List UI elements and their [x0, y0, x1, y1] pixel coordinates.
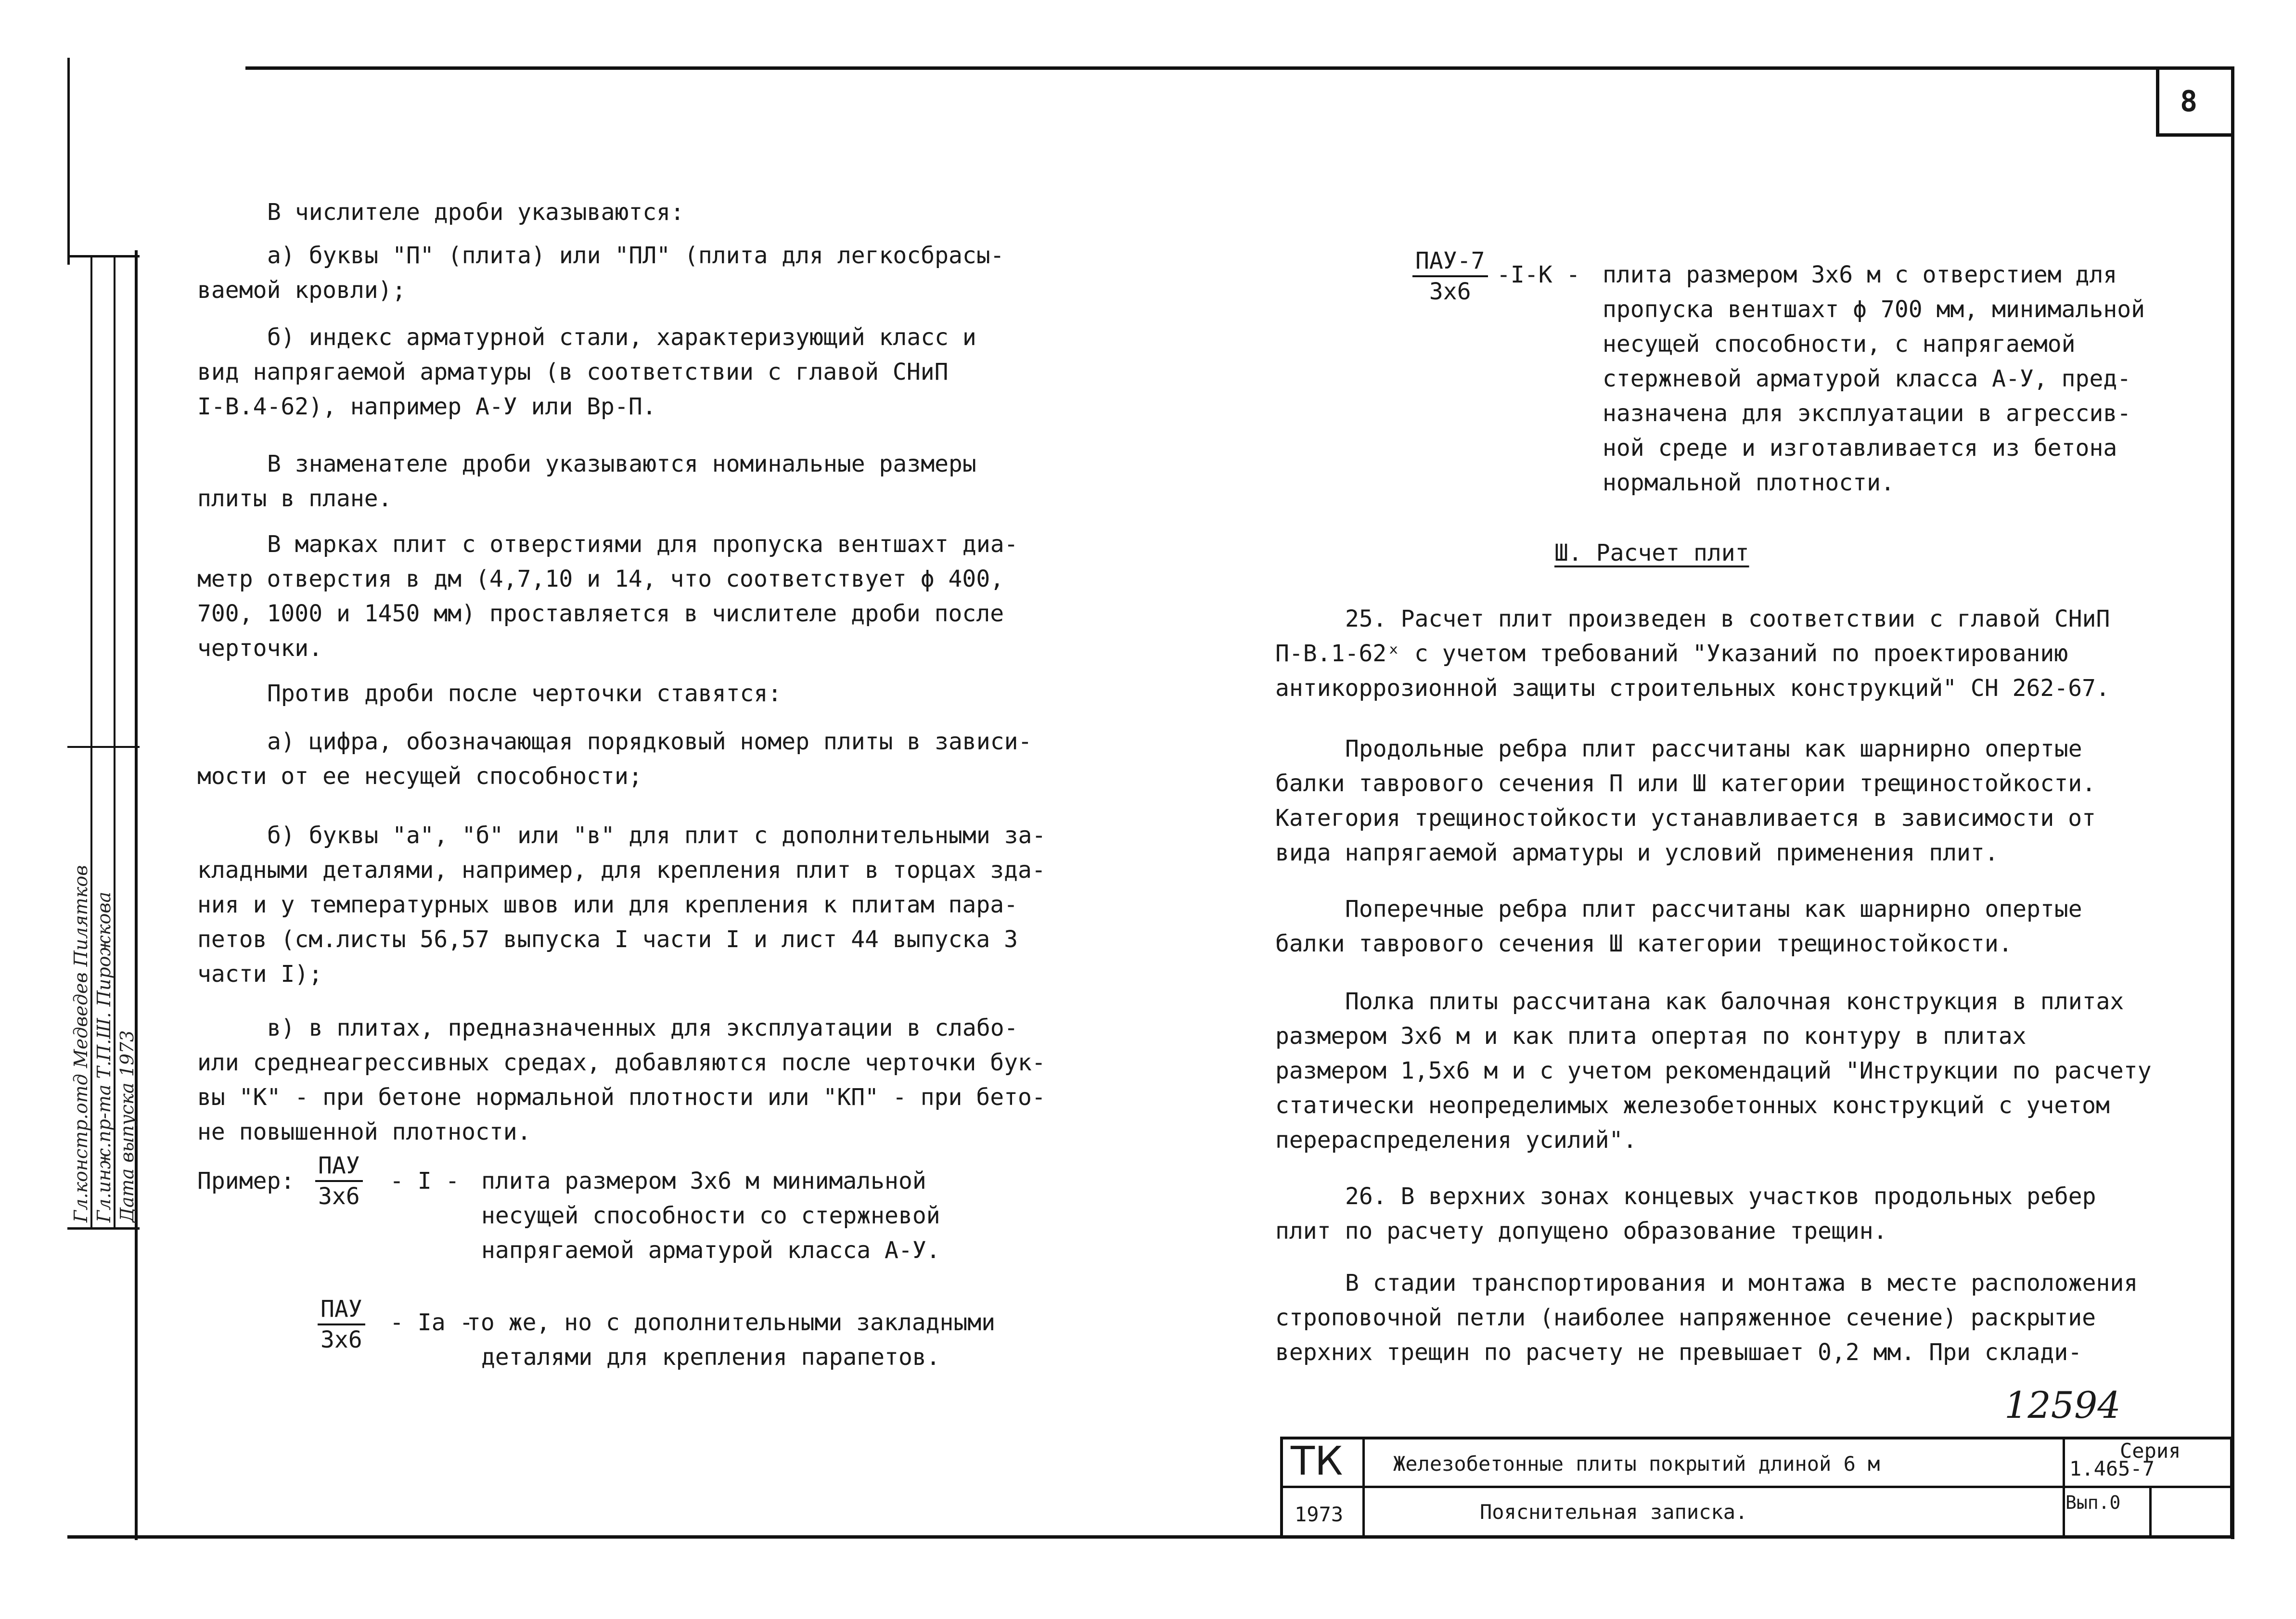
- frame-right-line: [2231, 66, 2234, 1539]
- example-2-suffix: - Iа -: [390, 1309, 474, 1336]
- left-paragraph-1: В числителе дроби указываются:: [267, 199, 684, 226]
- title-block-divider: [1283, 1486, 2230, 1488]
- paragraph-25: 25. Расчет плит произведен в соответствии с главой СНиП П-В.1-62ˣ с учетом требований "Указаний по проектированию антикоррозионной защиты строительных конструкций" СН 262-67.: [1275, 605, 2110, 702]
- fraction-denominator: 3х6: [1429, 278, 1471, 305]
- left-paragraph-5: В марках плит с отверстиями для пропуска вентшахт диа- метр отверстия в дм (4,7,10 и 14, что соответствует ϕ 400, 700, 1000 и 1450 мм) проставляется в числителе дроби после черточки.: [197, 531, 1018, 662]
- example-3-text: плита размером 3х6 м с отверстием для пропуска вентшахт ϕ 700 мм, минимальной несущей способности, с напрягаемой стержневой арматурой класса А-У, пред- назначена для эксплуатации в агрессив- ной среде и изготавливается из бетона нормальной плотности.: [1603, 261, 2145, 496]
- stamp-subtitle: Пояснительная записка.: [1480, 1500, 1748, 1524]
- example-label: Пример:: [197, 1168, 295, 1195]
- fraction-numerator: ПАУ: [315, 1151, 363, 1182]
- paragraph-longitudinal-ribs: Продольные ребра плит рассчитаны как шарнирно опертые балки таврового сечения П или Ш категории трещиностойкости. Категория трещиностойкости устанавливается в зависимости от вида напрягаемой арматуры и условий применения плит.: [1275, 735, 2096, 866]
- side-stamp: [67, 255, 140, 1232]
- paragraph-transport: В стадии транспортирования и монтажа в месте расположения строповочной петли (наиболее напряженное сечение) раскрытие верхних трещин по расчету не превышает 0,2 мм. При склади-: [1275, 1270, 2138, 1366]
- section-title: Ш. Расчет плит: [1554, 540, 1749, 566]
- side-stamp-chief-engineer: Гл.инж.пр-та Т.П.Ш. Пирожкова: [93, 891, 115, 1222]
- side-stamp-line: [67, 1227, 140, 1230]
- example-2-fraction: [318, 1295, 365, 1354]
- title-block-divider: [2063, 1439, 2065, 1539]
- fraction-denominator: 3х6: [318, 1183, 360, 1210]
- stamp-title: Железобетонные плиты покрытий длиной 6 м: [1393, 1452, 1880, 1476]
- stamp-seria-value: 1.465-7: [2069, 1457, 2155, 1480]
- paragraph-shelf: Полка плиты рассчитана как балочная конструкция в плитах размером 3х6 м и как плита опертая по контуру в плитах размером 1,5х6 м и с учетом рекомендаций "Инструкции по расчету статически неопределимых железобетонных конструкций с учетом перераспределения усилий".: [1275, 988, 2152, 1154]
- paragraph-transverse-ribs: Поперечные ребра плит рассчитаны как шарнирно опертые балки таврового сечения Ш категории трещиностойкости.: [1275, 896, 2082, 957]
- left-paragraph-3: б) индекс арматурной стали, характеризующий класс и вид напрягаемой арматуры (в соответствии с главой СНиП I-В.4-62), например А-У или Вр-П.: [197, 324, 976, 420]
- fraction-denominator: 3х6: [321, 1326, 362, 1353]
- example-1-text: плита размером 3х6 м минимальной несущей способности со стержневой напрягаемой арматурой класса А-У.: [481, 1168, 940, 1264]
- example-1-fraction: [315, 1151, 363, 1211]
- side-stamp-line: [67, 255, 140, 257]
- left-paragraph-8: б) буквы "а", "б" или "в" для плит с дополнительными за- кладными деталями, например, для крепления плит в торцах зда- ния и у температурных швов или для крепления к плитам пара- петов (см.листы 56,57 выпуска I части I и лист 44 выпуска 3 части I);: [197, 822, 1046, 988]
- frame-top-line: [245, 66, 2233, 70]
- left-paragraph-7: а) цифра, обозначающая порядковый номер плиты в зависи- мости от ее несущей способности;: [197, 728, 1032, 790]
- side-stamp-chief-designer: Гл.констр.отд Медведев Пилятков: [70, 865, 91, 1222]
- stamp-year: 1973: [1295, 1503, 1344, 1526]
- title-block-divider: [1362, 1439, 1365, 1539]
- title-block-divider: [2149, 1486, 2152, 1539]
- page-number: 8: [2180, 85, 2198, 118]
- stamp-seria-label: Серия: [2120, 1439, 2181, 1463]
- example-1-suffix: - I -: [390, 1168, 460, 1195]
- fraction-numerator: ПАУ-7: [1412, 246, 1488, 277]
- left-paragraph-4: В знаменателе дроби указываются номинальные размеры плиты в плане.: [197, 450, 976, 512]
- example-3-suffix: -I-К -: [1497, 261, 1580, 288]
- fraction-numerator: ПАУ: [318, 1295, 365, 1325]
- stamp-vyp: Вып.0: [2065, 1492, 2121, 1513]
- side-stamp-issue-date: Дата выпуска 1973: [116, 1030, 138, 1222]
- handwritten-number: 12594: [2004, 1384, 2121, 1426]
- stamp-tk: ТК: [1291, 1439, 1343, 1484]
- example-3-fraction: [1412, 246, 1488, 306]
- left-paragraph-6: Против дроби после черточки ставятся:: [267, 680, 782, 707]
- left-paragraph-2: а) буквы "П" (плита) или "ПЛ" (плита для легкосбрасы- ваемой кровли);: [197, 242, 1004, 304]
- example-2-text: то же, но с дополнительными закладными деталями для крепления парапетов.: [467, 1309, 996, 1371]
- left-paragraph-9: в) в плитах, предназначенных для эксплуатации в слабо- или среднеагрессивных средах, добавляются после черточки бук- вы "К" - при бетоне нормальной плотности или "КП" - при бето- не повышенной плотности.: [197, 1015, 1046, 1145]
- paragraph-26: 26. В верхних зонах концевых участков продольных ребер плит по расчету допущено образование трещин.: [1275, 1183, 2096, 1245]
- side-stamp-line: [67, 746, 140, 748]
- frame-left-margin-line: [67, 58, 70, 265]
